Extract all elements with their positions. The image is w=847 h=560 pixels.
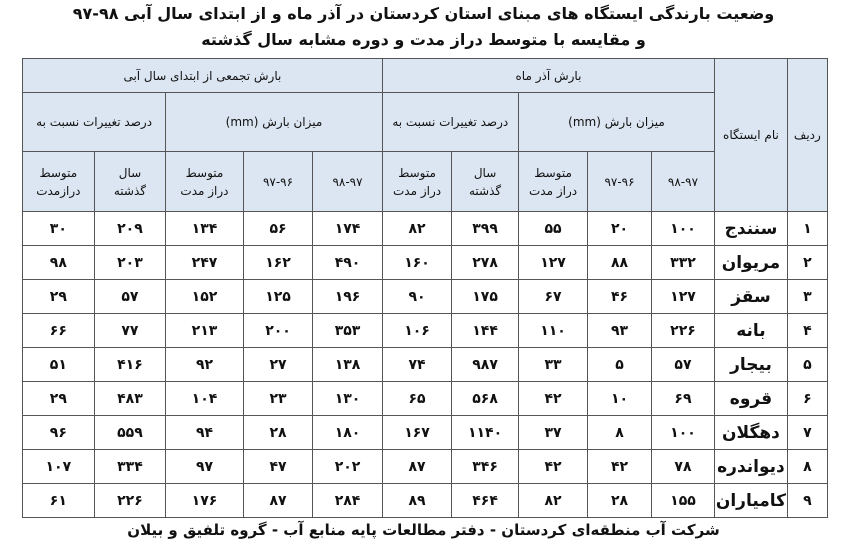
azar-pct-longterm: ۹۰ [382,280,452,314]
cum-longterm: ۱۳۴ [166,212,244,246]
azar-longterm: ۴۲ [518,450,588,484]
header-cumulative-rainfall: بارش تجمعی از ابتدای سال آبی [23,59,383,93]
cum-pct-longterm: ۱۰۷ [23,450,95,484]
table-row [23,246,828,280]
azar-longterm: ۳۳ [518,348,588,382]
table-row [23,314,828,348]
cum-9697: ۲۳ [243,382,313,416]
cum-longterm: ۹۲ [166,348,244,382]
header-azar-9697: ۹۷-۹۶ [588,152,651,212]
azar-longterm: ۱۲۷ [518,246,588,280]
header-azar-pct-lastyear: سال گذشته [452,152,518,212]
header-azar-9798: ۹۸-۹۷ [651,152,714,212]
azar-pct-longterm: ۸۲ [382,212,452,246]
header-cum-9697: ۹۷-۹۶ [243,152,313,212]
azar-9697: ۱۰ [588,382,651,416]
cum-9798: ۱۹۶ [313,280,383,314]
cum-longterm: ۱۷۶ [166,484,244,518]
azar-longterm: ۱۱۰ [518,314,588,348]
header-row-number: ردیف [787,59,827,212]
cum-pct-lastyear: ۵۷ [94,280,166,314]
station-name: دهگلان [715,416,788,450]
row-number: ۸ [787,450,827,484]
table-row [23,450,828,484]
azar-pct-lastyear: ۱۷۵ [452,280,518,314]
cum-longterm: ۲۱۳ [166,314,244,348]
cum-longterm: ۹۴ [166,416,244,450]
table-row [23,280,828,314]
azar-pct-lastyear: ۱۱۴۰ [452,416,518,450]
cum-9697: ۱۲۵ [243,280,313,314]
azar-9798: ۵۷ [651,348,714,382]
table-row [23,212,828,246]
header-azar-longterm: متوسط دراز مدت [518,152,588,212]
cum-pct-lastyear: ۴۱۶ [94,348,166,382]
azar-9798: ۷۸ [651,450,714,484]
row-number: ۱ [787,212,827,246]
table-row [23,416,828,450]
page-subtitle: و مقایسه با متوسط دراز مدت و دوره مشابه سال گذشته [201,30,646,49]
azar-longterm: ۶۷ [518,280,588,314]
cum-pct-longterm: ۵۱ [23,348,95,382]
header-cum-pct-lastyear: سال گذشته [94,152,166,212]
azar-pct-longterm: ۱۶۰ [382,246,452,280]
azar-9697: ۸۸ [588,246,651,280]
cum-longterm: ۹۷ [166,450,244,484]
azar-pct-lastyear: ۳۹۹ [452,212,518,246]
row-number: ۴ [787,314,827,348]
azar-9697: ۴۲ [588,450,651,484]
cum-9697: ۱۶۲ [243,246,313,280]
cum-9697: ۲۰۰ [243,314,313,348]
azar-9697: ۴۶ [588,280,651,314]
station-name: قروه [715,382,788,416]
cum-pct-longterm: ۹۶ [23,416,95,450]
azar-9697: ۸ [588,416,651,450]
azar-pct-longterm: ۶۵ [382,382,452,416]
footer-source: شرکت آب منطقه‌ای کردستان - دفتر مطالعات پایه منابع آب - گروه تلفیق و بیلان [127,521,720,539]
cum-pct-longterm: ۶۱ [23,484,95,518]
header-station-name: نام ایستگاه [715,59,788,212]
azar-longterm: ۳۷ [518,416,588,450]
row-number: ۳ [787,280,827,314]
cum-pct-lastyear: ۷۷ [94,314,166,348]
azar-9798: ۳۳۲ [651,246,714,280]
cum-pct-longterm: ۲۹ [23,382,95,416]
row-number: ۷ [787,416,827,450]
table-row [23,484,828,518]
azar-pct-longterm: ۱۰۶ [382,314,452,348]
cum-pct-lastyear: ۵۵۹ [94,416,166,450]
cum-pct-lastyear: ۲۰۹ [94,212,166,246]
azar-9697: ۹۳ [588,314,651,348]
header-cum-longterm: متوسط دراز مدت [166,152,244,212]
header-azar-pct-longterm: متوسط دراز مدت [382,152,452,212]
azar-pct-longterm: ۸۷ [382,450,452,484]
table-row [23,348,828,382]
cum-pct-lastyear: ۳۳۴ [94,450,166,484]
cum-pct-lastyear: ۴۸۳ [94,382,166,416]
azar-pct-lastyear: ۹۸۷ [452,348,518,382]
cum-pct-lastyear: ۲۲۶ [94,484,166,518]
station-name: بیجار [715,348,788,382]
cum-9798: ۱۸۰ [313,416,383,450]
azar-longterm: ۵۵ [518,212,588,246]
cum-9697: ۸۷ [243,484,313,518]
table-row [23,382,828,416]
cum-pct-longterm: ۲۹ [23,280,95,314]
cum-9798: ۱۷۴ [313,212,383,246]
cum-9798: ۲۰۲ [313,450,383,484]
row-number: ۹ [787,484,827,518]
cum-9798: ۴۹۰ [313,246,383,280]
azar-longterm: ۴۲ [518,382,588,416]
rainfall-table [22,58,828,518]
station-name: سنندج [715,212,788,246]
header-cum-pct-longterm: متوسط درازمدت [23,152,95,212]
header-azar-amount: میزان بارش (mm) [518,93,714,152]
azar-9798: ۶۹ [651,382,714,416]
station-name: بانه [715,314,788,348]
cum-9798: ۳۵۳ [313,314,383,348]
cum-longterm: ۱۵۲ [166,280,244,314]
azar-pct-lastyear: ۴۶۴ [452,484,518,518]
cum-9697: ۲۷ [243,348,313,382]
azar-9697: ۲۰ [588,212,651,246]
header-azar-rainfall: بارش آذر ماه [382,59,714,93]
header-cum-9798: ۹۸-۹۷ [313,152,383,212]
cum-pct-longterm: ۳۰ [23,212,95,246]
row-number: ۵ [787,348,827,382]
page-title: وضعیت بارندگی ایستگاه های مبنای استان کردستان در آذر ماه و از ابتدای سال آبی ۹۸-۹۷ [72,4,775,23]
station-name: سقز [715,280,788,314]
header-azar-change: درصد تغییرات نسبت به [382,93,518,152]
azar-longterm: ۸۲ [518,484,588,518]
cum-9697: ۴۷ [243,450,313,484]
azar-pct-lastyear: ۵۶۸ [452,382,518,416]
cum-9798: ۱۳۸ [313,348,383,382]
azar-9798: ۲۲۶ [651,314,714,348]
row-number: ۶ [787,382,827,416]
azar-pct-lastyear: ۱۴۴ [452,314,518,348]
azar-pct-lastyear: ۲۷۸ [452,246,518,280]
cum-9798: ۲۸۴ [313,484,383,518]
azar-pct-longterm: ۷۴ [382,348,452,382]
cum-9798: ۱۳۰ [313,382,383,416]
azar-9697: ۲۸ [588,484,651,518]
azar-9798: ۱۵۵ [651,484,714,518]
azar-9697: ۵ [588,348,651,382]
header-cumulative-amount: میزان بارش (mm) [166,93,383,152]
azar-9798: ۱۰۰ [651,212,714,246]
cum-9697: ۲۸ [243,416,313,450]
station-name: مریوان [715,246,788,280]
cum-pct-lastyear: ۲۰۳ [94,246,166,280]
azar-9798: ۱۰۰ [651,416,714,450]
azar-pct-longterm: ۱۶۷ [382,416,452,450]
cum-pct-longterm: ۹۸ [23,246,95,280]
cum-9697: ۵۶ [243,212,313,246]
row-number: ۲ [787,246,827,280]
azar-9798: ۱۲۷ [651,280,714,314]
cum-longterm: ۲۴۷ [166,246,244,280]
azar-pct-longterm: ۸۹ [382,484,452,518]
header-cumulative-change: درصد تغییرات نسبت به [23,93,166,152]
station-name: کامیاران [715,484,788,518]
station-name: دیواندره [715,450,788,484]
cum-pct-longterm: ۶۶ [23,314,95,348]
azar-pct-lastyear: ۳۴۶ [452,450,518,484]
cum-longterm: ۱۰۴ [166,382,244,416]
